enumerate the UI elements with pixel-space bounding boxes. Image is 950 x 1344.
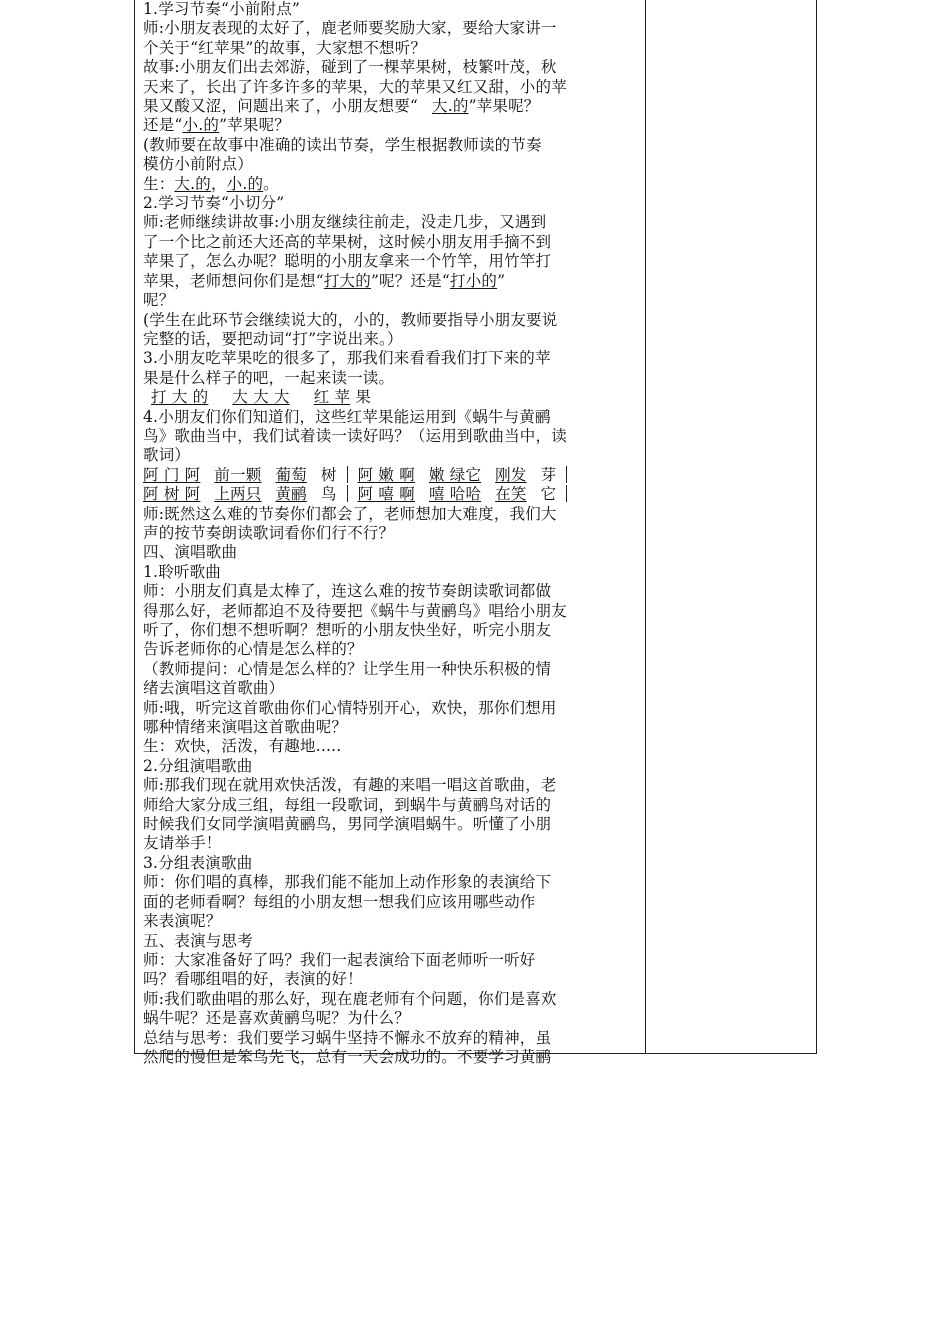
lyric-word: 阿 树 阿 [143, 485, 201, 504]
text-line: 得那么好，老师都迫不及待要把《蜗牛与黄鹂鸟》唱给小朋友 [143, 601, 567, 620]
text-line: 3.分组表演歌曲 [143, 853, 253, 872]
text-line: 总结与思考：我们要学习蜗牛坚持不懈永不放弃的精神，虽 [143, 1028, 552, 1047]
text-line: 完整的话，要把动词“打”字说出来。） [143, 329, 403, 348]
text-line: 4.小朋友们你们知道们，这些红苹果能运用到《蜗牛与黄鹂 [143, 407, 551, 426]
text-line: 鸟》歌曲当中，我们试着读一读好吗？（运用到歌曲当中，读 [143, 426, 567, 445]
rhythm-line [143, 388, 639, 407]
text-run: ” [497, 271, 506, 290]
text-line: 师：你们唱的真棒，那我们能不能加上动作形象的表演给下 [143, 873, 552, 892]
lyric-word: 嘻 哈哈 [428, 485, 482, 504]
text-line: 师:小朋友表现的太好了，鹿老师要奖励大家，要给大家讲一 [143, 19, 557, 38]
lesson-table [134, 0, 817, 1066]
text-run: ”苹果呢？ [219, 116, 290, 135]
text-run: 苹果，老师想问你们是想“ [143, 271, 324, 290]
lyric-word: 嫩 绿它 [428, 465, 482, 484]
rhythm-word: 打小的 [450, 271, 498, 290]
text-run: ， [210, 174, 227, 193]
text-line: 来表演呢？ [143, 912, 222, 931]
text-line: 果是什么样子的吧，一起来读一读。 [143, 368, 395, 387]
lyric-word: 前一颗 [214, 465, 262, 484]
text-line: 天来了，长出了许多许多的苹果，大的苹果又红又甜，小的苹 [143, 77, 567, 96]
text-line: 师：小朋友们真是太棒了，连这么难的按节奏朗读歌词都做 [143, 582, 552, 601]
text-line: 五、表演与思考 [143, 931, 253, 950]
bar-line [347, 466, 348, 483]
text-line: 1.学习节奏“小前附点” [143, 0, 301, 18]
text-line: 师：大家准备好了吗？我们一起表演给下面老师听一听好 [143, 950, 536, 969]
text-line: 师给大家分成三组，每组一段歌词，到蜗牛与黄鹂鸟对话的 [143, 795, 552, 814]
rhythm-word: 红 苹 [313, 388, 351, 407]
lyric-word: 阿 嘻 啊 [357, 485, 415, 504]
text-line: 然爬的慢但是笨鸟先飞，总有一天会成功的。不要学习黄鹂 [143, 1047, 552, 1066]
text-line [143, 272, 639, 291]
lyric-word: 刚发 [495, 465, 527, 484]
text-line: 听了，你们想不想听啊？想听的小朋友快坐好，听完小朋友 [143, 621, 552, 639]
text-line: 声的按节奏朗读歌词看你们行不行？ [143, 523, 395, 542]
text-run: 果又酸又涩，问题出来了，小朋友想要“ [143, 97, 419, 116]
text-line: 师:我们歌曲唱的那么好，现在鹿老师有个问题，你们是喜欢 [143, 989, 557, 1008]
text-line: 绪去演唱这首歌曲） [143, 679, 285, 698]
lyric-word: 阿 嫩 啊 [357, 465, 415, 484]
section-heading: 吗？看哪组唱的好，表演的好！ [143, 970, 363, 989]
text-line: 2.分组演唱歌曲 [143, 756, 253, 775]
text-line: 故事:小朋友们出去郊游，碰到了一棵苹果树，枝繁叶茂，秋 [143, 58, 557, 77]
rhythm-word: 小.的 [182, 116, 220, 135]
rhythm-word: 打 大 的 [151, 388, 209, 407]
text-line: (学生在此环节会继续说大的，小的，教师要指导小朋友要说 [143, 310, 558, 329]
section-heading: 四、演唱歌曲 [143, 543, 238, 562]
lyric-word: 在笑 [495, 485, 527, 504]
text-line: 歌词） [143, 446, 191, 465]
text-line: 师:那我们现在就用欢快活泼，有趣的来唱一唱这首歌曲，老 [143, 776, 557, 795]
rhythm-word: 大.的 [174, 174, 211, 193]
text-line: 生：欢快，活泼，有趣地..... [143, 737, 342, 756]
text-line [143, 97, 639, 116]
text-line: 告诉老师你的心情是怎么样的？ [143, 640, 363, 659]
text-line: 哪种情绪来演唱这首歌曲呢？ [143, 718, 348, 737]
text-line: 面的老师看啊？每组的小朋友想一想我们应该用哪些动作 [143, 892, 536, 911]
text-line: 友请举手！ [143, 834, 222, 853]
text-line [143, 175, 639, 194]
text-line: 呢？ [143, 291, 175, 310]
lyric-word: 黄鹂 [275, 485, 307, 504]
lyrics-line [143, 466, 639, 485]
bar-line [566, 466, 567, 483]
lyric-word: 树 [320, 465, 337, 484]
text-line [143, 116, 639, 135]
text-line: （教师提问：心情是怎么样的？让学生用一种快乐积极的情 [143, 659, 552, 678]
text-line: 时候我们女同学演唱黄鹂鸟，男同学演唱蜗牛。听懂了小朋 [143, 815, 552, 834]
lyric-word: 鸟 [320, 485, 337, 504]
notes-cell [646, 0, 816, 1053]
text-line: 师:哦，听完这首歌曲你们心情特别开心，欢快，那你们想用 [143, 698, 557, 717]
lesson-content-cell [135, 0, 646, 1066]
text-line: (教师要在故事中准确的读出节奏，学生根据教师读的节奏 [143, 135, 542, 154]
text-line: 师:老师继续讲故事:小朋友继续往前走，没走几步，又遇到 [143, 213, 547, 232]
text-line: 个关于“红苹果”的故事，大家想不想听？ [143, 38, 427, 57]
text-line: 1.聆听歌曲 [143, 562, 221, 581]
text-run: 生： [143, 174, 175, 193]
text-line: 2.学习节奏“小切分” [143, 194, 285, 213]
lyrics-line [143, 485, 639, 504]
text-line: 3.小朋友吃苹果吃的很多了，那我们来看看我们打下来的苹 [143, 349, 551, 368]
text-run: 还是“ [143, 116, 183, 135]
text-line: 了一个比之前还大还高的苹果树，这时候小朋友用手摘不到 [143, 232, 552, 251]
bar-line [347, 485, 348, 502]
rhythm-word: 小.的 [226, 174, 264, 193]
lyric-word: 它 [540, 485, 557, 504]
text-line: 蜗牛呢？还是喜欢黄鹂鸟呢？为什么？ [143, 1009, 410, 1028]
bar-line [566, 485, 567, 502]
text-run: ”苹果呢？ [468, 97, 540, 116]
rhythm-word: 果 [355, 388, 372, 407]
text-line: 模仿小前附点） [143, 155, 253, 174]
lyric-word: 芽 [540, 465, 557, 484]
lyric-word: 葡萄 [275, 465, 307, 484]
lyric-word: 上两只 [214, 485, 262, 504]
rhythm-word: 大 大 大 [232, 388, 290, 407]
text-run: 。 [263, 174, 279, 193]
lyric-word: 阿 门 阿 [143, 465, 201, 484]
text-line: 苹果了，怎么办呢？聪明的小朋友拿来一个竹竿，用竹竿打 [143, 252, 552, 271]
text-line: 师:既然这么难的节奏你们都会了，老师想加大难度，我们大 [143, 504, 557, 523]
rhythm-word: 大.的 [432, 97, 469, 116]
text-run: ”呢？还是“ [370, 271, 450, 290]
rhythm-word: 打大的 [323, 271, 371, 290]
